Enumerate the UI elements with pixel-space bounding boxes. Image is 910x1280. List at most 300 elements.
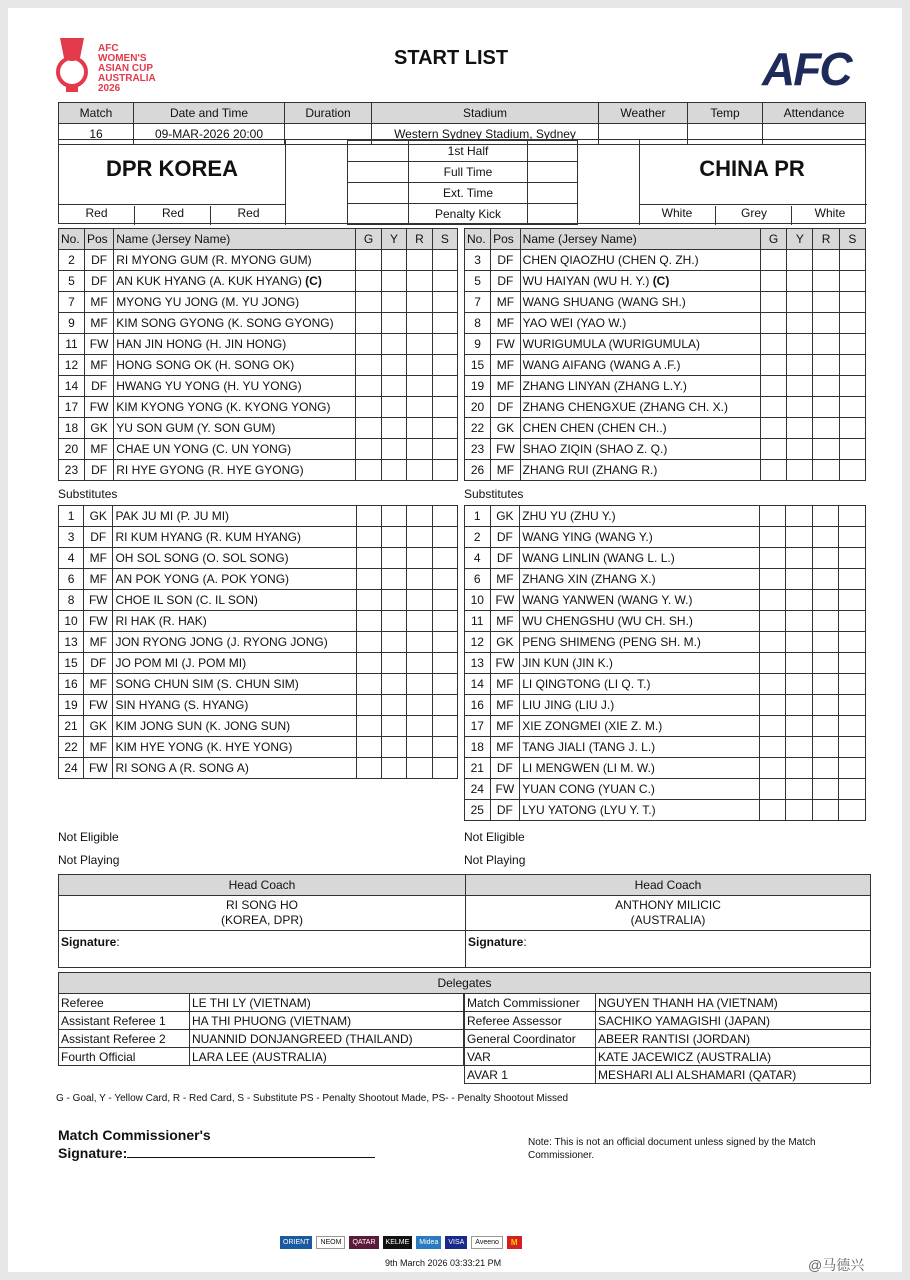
stat-goal-cell — [759, 674, 786, 695]
home-signature-cell[interactable]: Signature: — [59, 931, 466, 968]
stat-sub-cell — [839, 250, 865, 271]
match-stadium: Western Sydney Stadium, Sydney — [372, 124, 599, 145]
away-kit-shorts: Grey — [715, 206, 792, 225]
stat-yellow-cell — [786, 611, 813, 632]
player-position: GK — [84, 418, 113, 439]
player-position: MF — [84, 569, 113, 590]
player-position: FW — [84, 334, 113, 355]
sponsor-strip — [280, 1236, 522, 1249]
player-name: SIN HYANG (S. HYANG) — [113, 695, 357, 716]
stat-yellow-cell — [382, 695, 407, 716]
player-position: DF — [84, 527, 113, 548]
mc-signature: Match Commissioner's Signature: — [58, 1126, 375, 1162]
table-row — [59, 527, 458, 548]
stat-red-cell — [812, 695, 839, 716]
weather-label: Weather — [599, 103, 688, 124]
player-name: TANG JIALI (TANG J. L.) — [520, 737, 759, 758]
player-number: 26 — [465, 460, 491, 481]
start-list-sheet — [8, 8, 902, 1272]
stat-yellow-cell — [382, 611, 407, 632]
stat-sub-cell — [432, 460, 457, 481]
stat-red-cell — [812, 737, 839, 758]
stat-sub-cell — [839, 460, 865, 481]
table-row — [465, 355, 866, 376]
date-label: Date and Time — [134, 103, 285, 124]
player-name: WANG LINLIN (WANG L. L.) — [520, 548, 759, 569]
table-row — [465, 548, 866, 569]
stat-red-cell — [407, 527, 432, 548]
stat-sub-cell — [839, 506, 866, 527]
stat-sub-cell — [432, 334, 457, 355]
delegate-row — [465, 1012, 871, 1030]
stat-goal-cell — [759, 569, 786, 590]
player-name: RI KUM HYANG (R. KUM HYANG) — [113, 527, 357, 548]
stat-yellow-cell — [786, 569, 813, 590]
home-coach-country: (KOREA, DPR) — [220, 913, 303, 927]
table-row — [59, 695, 458, 716]
away-not-eligible-label: Not Eligible — [464, 830, 525, 844]
stat-yellow-cell — [787, 397, 813, 418]
stat-yellow-cell — [382, 590, 407, 611]
stat-red-cell — [813, 439, 839, 460]
player-number: 6 — [465, 569, 491, 590]
stat-sub-cell — [839, 800, 866, 821]
table-row — [465, 250, 866, 271]
player-number: 9 — [465, 334, 491, 355]
stat-goal-cell — [759, 695, 786, 716]
away-col-pos: Pos — [491, 229, 521, 250]
stat-sub-cell — [432, 737, 457, 758]
player-position: FW — [491, 439, 521, 460]
stat-red-cell — [407, 418, 433, 439]
home-head-coach-label: Head Coach — [59, 875, 466, 896]
stat-yellow-cell — [382, 548, 407, 569]
stat-goal-cell — [356, 569, 381, 590]
stat-yellow-cell — [381, 376, 406, 397]
away-signature-cell[interactable]: Signature: — [466, 931, 871, 968]
table-row — [465, 590, 866, 611]
stat-sub-cell — [432, 271, 457, 292]
stat-yellow-cell — [787, 418, 813, 439]
stat-yellow-cell — [382, 653, 407, 674]
stat-yellow-cell — [382, 758, 407, 779]
delegate-role: General Coordinator — [465, 1030, 596, 1048]
table-row — [59, 250, 458, 271]
delegate-row — [59, 994, 464, 1012]
player-number: 14 — [465, 674, 491, 695]
stat-yellow-cell — [382, 632, 407, 653]
stat-red-cell — [812, 758, 839, 779]
player-name: HAN JIN HONG (H. JIN HONG) — [114, 334, 356, 355]
stat-yellow-cell — [786, 737, 813, 758]
match-label: Match — [59, 103, 134, 124]
home-starters-table — [58, 228, 458, 481]
player-number: 18 — [465, 737, 491, 758]
player-number: 8 — [465, 313, 491, 334]
player-position: GK — [84, 506, 113, 527]
stat-goal-cell — [356, 548, 381, 569]
stat-yellow-cell — [381, 250, 406, 271]
stat-sub-cell — [839, 313, 865, 334]
stat-goal-cell — [759, 737, 786, 758]
player-name: LI QINGTONG (LI Q. T.) — [520, 674, 759, 695]
stat-yellow-cell — [381, 355, 406, 376]
table-row — [465, 674, 866, 695]
table-row — [59, 548, 458, 569]
delegate-name: KATE JACEWICZ (AUSTRALIA) — [596, 1048, 871, 1066]
stat-red-cell — [407, 460, 433, 481]
away-col-r: R — [813, 229, 839, 250]
player-number: 14 — [59, 376, 85, 397]
player-position: GK — [84, 716, 113, 737]
table-row — [465, 460, 866, 481]
coach-table — [58, 874, 871, 931]
stat-yellow-cell — [787, 292, 813, 313]
stat-sub-cell — [432, 695, 457, 716]
player-number: 12 — [465, 632, 491, 653]
player-name: WANG YANWEN (WANG Y. W.) — [520, 590, 759, 611]
legend-text: G - Goal, Y - Yellow Card, R - Red Card, S - Substitute PS - Penalty Shootout Made, PS- - Penalty Shootout Missed — [56, 1093, 569, 1104]
table-row — [465, 292, 866, 313]
player-name: RI SONG A (R. SONG A) — [113, 758, 357, 779]
player-position: FW — [84, 397, 113, 418]
stat-yellow-cell — [382, 737, 407, 758]
stat-yellow-cell — [786, 632, 813, 653]
stat-sub-cell — [839, 527, 866, 548]
stat-sub-cell — [839, 355, 865, 376]
player-name: RI MYONG GUM (R. MYONG GUM) — [114, 250, 356, 271]
table-row — [465, 716, 866, 737]
stat-sub-cell — [839, 334, 865, 355]
stat-goal-cell — [759, 800, 786, 821]
table-row — [465, 611, 866, 632]
sponsor-2: NEOM — [316, 1236, 345, 1249]
away-col-name: Name (Jersey Name) — [520, 229, 760, 250]
table-row — [465, 506, 866, 527]
player-position: MF — [84, 355, 113, 376]
away-head-coach-label: Head Coach — [466, 875, 871, 896]
delegates-header — [58, 972, 871, 994]
player-position: DF — [491, 397, 521, 418]
player-name: ZHANG LINYAN (ZHANG L.Y.) — [520, 376, 760, 397]
stat-sub-cell — [432, 439, 457, 460]
stat-red-cell — [407, 250, 433, 271]
away-coach-cell — [466, 896, 871, 931]
player-name: KIM JONG SUN (K. JONG SUN) — [113, 716, 357, 737]
player-position: MF — [491, 355, 521, 376]
delegate-role: Referee — [59, 994, 190, 1012]
stat-goal-cell — [759, 611, 786, 632]
table-row — [59, 674, 458, 695]
stat-sub-cell — [432, 758, 457, 779]
player-name: YAO WEI (YAO W.) — [520, 313, 760, 334]
stadium-label: Stadium — [372, 103, 599, 124]
stat-sub-cell — [839, 418, 865, 439]
stat-red-cell — [813, 397, 839, 418]
stat-yellow-cell — [787, 355, 813, 376]
player-number: 15 — [465, 355, 491, 376]
stat-yellow-cell — [381, 418, 406, 439]
stat-sub-cell — [432, 527, 457, 548]
table-row — [59, 418, 458, 439]
player-position: FW — [491, 334, 521, 355]
stat-red-cell — [407, 653, 432, 674]
stat-sub-cell — [839, 779, 866, 800]
player-name: SONG CHUN SIM (S. CHUN SIM) — [113, 674, 357, 695]
stat-red-cell — [407, 506, 432, 527]
stat-red-cell — [407, 632, 432, 653]
stat-sub-cell — [432, 632, 457, 653]
stat-red-cell — [407, 271, 433, 292]
table-row — [59, 758, 458, 779]
stat-yellow-cell — [786, 506, 813, 527]
stat-goal-cell — [759, 779, 786, 800]
stat-red-cell — [812, 548, 839, 569]
home-col-y: Y — [381, 229, 406, 250]
stat-red-cell — [813, 334, 839, 355]
stat-yellow-cell — [382, 716, 407, 737]
stat-sub-cell — [839, 632, 866, 653]
player-position: FW — [84, 695, 113, 716]
stat-sub-cell — [839, 439, 865, 460]
player-name: HONG SONG OK (H. SONG OK) — [114, 355, 356, 376]
stat-yellow-cell — [786, 779, 813, 800]
player-name: SHAO ZIQIN (SHAO Z. Q.) — [520, 439, 760, 460]
table-row — [59, 653, 458, 674]
player-position: MF — [490, 611, 520, 632]
delegate-role: Fourth Official — [59, 1048, 190, 1066]
player-position: MF — [490, 737, 520, 758]
player-position: DF — [490, 548, 520, 569]
full-time-label: Full Time — [409, 162, 528, 183]
stat-yellow-cell — [382, 506, 407, 527]
stat-yellow-cell — [382, 569, 407, 590]
table-row — [465, 376, 866, 397]
player-name: WANG SHUANG (WANG SH.) — [520, 292, 760, 313]
player-number: 24 — [59, 758, 84, 779]
player-number: 13 — [465, 653, 491, 674]
match-number: 16 — [59, 124, 134, 145]
player-name: JIN KUN (JIN K.) — [520, 653, 759, 674]
home-kit-shirt: Red — [85, 206, 108, 220]
player-position: MF — [84, 737, 113, 758]
player-name: LYU YATONG (LYU Y. T.) — [520, 800, 759, 821]
captain-badge: (C) — [652, 274, 670, 288]
signature-table — [58, 930, 871, 968]
tournament-logo-text: AFC WOMEN'S ASIAN CUP AUSTRALIA 2026 — [98, 43, 156, 94]
stat-sub-cell — [839, 569, 866, 590]
away-kit-shirt: White — [661, 206, 693, 220]
player-name: HWANG YU YONG (H. YU YONG) — [114, 376, 356, 397]
stat-red-cell — [407, 548, 432, 569]
player-position: MF — [490, 569, 520, 590]
stat-yellow-cell — [786, 800, 813, 821]
stat-sub-cell — [432, 418, 457, 439]
home-subs-table — [58, 505, 458, 779]
delegate-name: NUANNID DONJANGREED (THAILAND) — [190, 1030, 464, 1048]
note-text: Note: This is not an official document unless signed by the Match Commissioner. — [528, 1137, 816, 1161]
player-position: GK — [491, 418, 521, 439]
player-name: CHAE UN YONG (C. UN YONG) — [114, 439, 356, 460]
score-grid — [347, 140, 578, 225]
away-substitutes-label: Substitutes — [464, 487, 524, 501]
ext-time-label: Ext. Time — [409, 183, 528, 204]
stat-yellow-cell — [787, 334, 813, 355]
stat-red-cell — [407, 334, 433, 355]
player-number: 5 — [465, 271, 491, 292]
stat-sub-cell — [839, 271, 865, 292]
table-row — [465, 527, 866, 548]
stat-goal-cell — [356, 313, 382, 334]
player-position: FW — [490, 779, 520, 800]
stat-red-cell — [812, 611, 839, 632]
sponsor-3: QATAR — [349, 1236, 378, 1249]
stat-goal-cell — [356, 674, 381, 695]
player-number: 4 — [465, 548, 491, 569]
stat-goal-cell — [356, 376, 382, 397]
player-number: 4 — [59, 548, 84, 569]
player-number: 23 — [59, 460, 85, 481]
player-name: WANG YING (WANG Y.) — [520, 527, 759, 548]
player-number: 2 — [465, 527, 491, 548]
player-name: ZHANG CHENGXUE (ZHANG CH. X.) — [520, 397, 760, 418]
stat-sub-cell — [432, 292, 457, 313]
duration-label: Duration — [285, 103, 372, 124]
player-number: 16 — [465, 695, 491, 716]
player-number: 17 — [59, 397, 85, 418]
stat-yellow-cell — [786, 758, 813, 779]
penalty-label: Penalty Kick — [409, 204, 528, 225]
stat-goal-cell — [356, 716, 381, 737]
stat-sub-cell — [432, 355, 457, 376]
home-col-name: Name (Jersey Name) — [114, 229, 356, 250]
table-row — [59, 737, 458, 758]
away-coach-country: (AUSTRALIA) — [630, 913, 706, 927]
stat-sub-cell — [432, 250, 457, 271]
table-row — [59, 397, 458, 418]
delegate-row — [465, 1048, 871, 1066]
player-number: 2 — [59, 250, 85, 271]
sponsor-7: Aveeno — [471, 1236, 503, 1249]
delegate-role: Assistant Referee 2 — [59, 1030, 190, 1048]
stat-sub-cell — [432, 313, 457, 334]
delegate-name: MESHARI ALI ALSHAMARI (QATAR) — [596, 1066, 871, 1084]
captain-badge: (C) — [305, 274, 322, 288]
stat-red-cell — [407, 569, 432, 590]
away-col-g: G — [760, 229, 787, 250]
table-row — [59, 292, 458, 313]
player-number: 17 — [465, 716, 491, 737]
player-number: 19 — [465, 376, 491, 397]
stat-goal-cell — [356, 250, 382, 271]
stat-sub-cell — [432, 653, 457, 674]
temp-label: Temp — [688, 103, 763, 124]
sponsor-4: KELME — [383, 1236, 413, 1249]
delegate-role: VAR — [465, 1048, 596, 1066]
stat-yellow-cell — [787, 271, 813, 292]
sponsor-5: Midea — [416, 1236, 441, 1249]
table-row — [59, 271, 458, 292]
delegate-role: Assistant Referee 1 — [59, 1012, 190, 1030]
score-block — [58, 139, 866, 224]
player-name: JO POM MI (J. POM MI) — [113, 653, 357, 674]
delegate-row — [59, 1048, 464, 1066]
player-position: MF — [490, 716, 520, 737]
player-name: CHEN CHEN (CHEN CH..) — [520, 418, 760, 439]
player-name: KIM KYONG YONG (K. KYONG YONG) — [114, 397, 356, 418]
table-row — [465, 800, 866, 821]
stat-goal-cell — [356, 397, 382, 418]
player-number: 11 — [59, 334, 85, 355]
stat-red-cell — [813, 355, 839, 376]
stat-goal-cell — [356, 611, 381, 632]
stat-goal-cell — [356, 439, 382, 460]
stat-sub-cell — [839, 674, 866, 695]
stat-red-cell — [813, 271, 839, 292]
stat-yellow-cell — [381, 439, 406, 460]
stat-yellow-cell — [786, 695, 813, 716]
stat-yellow-cell — [786, 653, 813, 674]
stat-sub-cell — [432, 397, 457, 418]
stat-yellow-cell — [787, 313, 813, 334]
stat-sub-cell — [839, 716, 866, 737]
player-position: MF — [490, 695, 520, 716]
delegate-name: HA THI PHUONG (VIETNAM) — [190, 1012, 464, 1030]
stat-goal-cell — [760, 250, 787, 271]
delegate-role: AVAR 1 — [465, 1066, 596, 1084]
stat-red-cell — [407, 674, 432, 695]
player-position: DF — [491, 271, 521, 292]
stat-sub-cell — [432, 548, 457, 569]
page-title: START LIST — [394, 47, 509, 69]
player-position: MF — [84, 548, 113, 569]
player-number: 19 — [59, 695, 84, 716]
delegate-row — [59, 1012, 464, 1030]
player-position: GK — [490, 506, 520, 527]
player-position: DF — [84, 271, 113, 292]
player-number: 16 — [59, 674, 84, 695]
home-not-playing-label: Not Playing — [58, 853, 120, 867]
stat-goal-cell — [760, 271, 787, 292]
stat-red-cell — [812, 653, 839, 674]
stat-goal-cell — [759, 653, 786, 674]
player-number: 10 — [59, 611, 84, 632]
player-name: WANG AIFANG (WANG A .F.) — [520, 355, 760, 376]
stat-goal-cell — [759, 548, 786, 569]
player-name: ZHANG XIN (ZHANG X.) — [520, 569, 759, 590]
table-row — [465, 334, 866, 355]
table-row — [465, 695, 866, 716]
stat-yellow-cell — [786, 674, 813, 695]
player-number: 10 — [465, 590, 491, 611]
stat-yellow-cell — [381, 397, 406, 418]
stat-red-cell — [407, 737, 432, 758]
player-name: KIM HYE YONG (K. HYE YONG) — [113, 737, 357, 758]
table-row — [465, 313, 866, 334]
player-name: MYONG YU JONG (M. YU JONG) — [114, 292, 356, 313]
table-row — [465, 418, 866, 439]
player-position: DF — [490, 800, 520, 821]
away-not-playing-label: Not Playing — [464, 853, 526, 867]
table-row — [465, 779, 866, 800]
player-number: 22 — [465, 418, 491, 439]
player-number: 1 — [465, 506, 491, 527]
away-header-row — [465, 229, 866, 250]
stat-yellow-cell — [786, 548, 813, 569]
stat-sub-cell — [432, 611, 457, 632]
watermark: @马德兴 — [808, 1257, 865, 1273]
table-row — [465, 569, 866, 590]
